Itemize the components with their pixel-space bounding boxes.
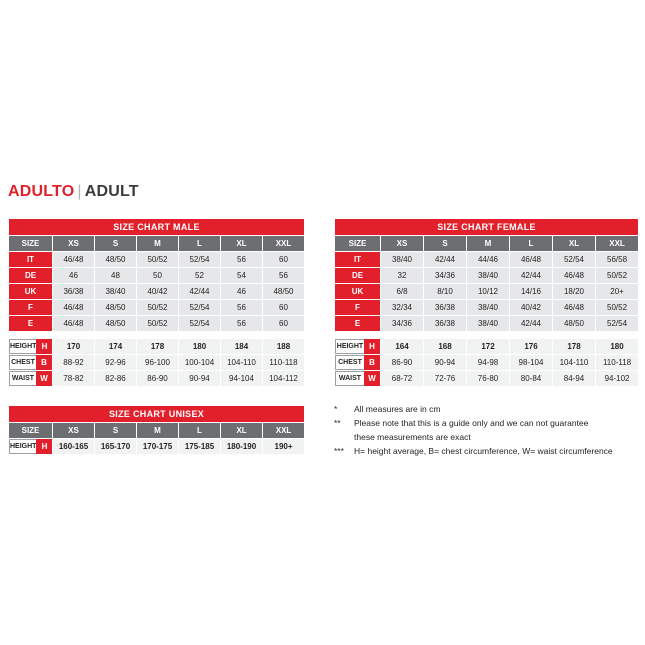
cell: 110-118 [596,355,639,371]
cell: 88-92 [53,355,95,371]
measure-name: HEIGHT [9,339,36,354]
col-l: L [179,236,221,252]
table-row [335,268,639,284]
cell: 164 [381,339,424,355]
note-marker: * [334,404,338,414]
cell: 6/8 [381,284,424,300]
cell: 48/50 [95,252,137,268]
cell: 52 [179,268,221,284]
unisex-heading: SIZE CHART UNISEX [9,406,305,423]
row-label-de: DE [9,268,53,284]
measure-abbr: H [36,439,52,454]
cell: 46/48 [53,300,95,316]
cell: 168 [424,339,467,355]
cell: 94-102 [596,371,639,387]
measure-row-waist [335,371,639,387]
row-label-uk: UK [335,284,381,300]
cell: 52/54 [553,252,596,268]
measure-row-chest [9,355,305,371]
cell: 56 [221,252,263,268]
cell: 94-104 [221,371,263,387]
cell: 46 [53,268,95,284]
col-xxl: XXL [263,423,305,439]
col-size: SIZE [335,236,381,252]
col-l: L [179,423,221,439]
cell: 14/16 [510,284,553,300]
measure-label-waist [335,371,381,387]
title-left: ADULTO [8,183,75,200]
row-label-de: DE [335,268,381,284]
cell: 76-80 [467,371,510,387]
cell: 60 [263,316,305,332]
measure-label-height [9,439,53,455]
cell: 44/46 [467,252,510,268]
cell: 56/58 [596,252,639,268]
row-label-e: E [9,316,53,332]
cell: 180 [179,339,221,355]
size-chart-unisex [8,405,305,455]
cell: 50 [137,268,179,284]
cell: 50/52 [596,300,639,316]
cell: 38/40 [467,268,510,284]
table-header-row [335,219,639,236]
col-xl: XL [553,236,596,252]
cell: 46/48 [553,268,596,284]
col-size: SIZE [9,423,53,439]
measure-label-waist [9,371,53,387]
size-chart-female [334,218,639,387]
cell: 78-82 [53,371,95,387]
notes-block [334,403,642,459]
measure-row-height [9,339,305,355]
measure-abbr: W [36,371,52,386]
table-row [335,284,639,300]
cell: 160-165 [53,439,95,455]
cell: 46/48 [553,300,596,316]
measure-row-chest [335,355,639,371]
cell: 94-98 [467,355,510,371]
cell: 36/38 [424,300,467,316]
cell: 104-112 [263,371,305,387]
cell: 56 [221,316,263,332]
cell: 50/52 [596,268,639,284]
cell: 176 [510,339,553,355]
measure-abbr: H [364,339,380,354]
row-label-f: F [335,300,381,316]
cell: 52/54 [179,316,221,332]
col-xs: XS [53,236,95,252]
col-s: S [95,236,137,252]
cell: 52/54 [179,300,221,316]
measure-row-height [9,439,305,455]
cell: 46/48 [53,316,95,332]
measure-name: CHEST [335,355,364,370]
table-row [335,316,639,332]
cell: 46/48 [510,252,553,268]
col-xxl: XXL [596,236,639,252]
table-row [9,316,305,332]
col-xl: XL [221,236,263,252]
table-row [9,300,305,316]
table-header-row [9,406,305,423]
cell: 48/50 [95,316,137,332]
note-text: H= height average, B= chest circumference, W= waist circumference [354,446,613,456]
cell: 170 [53,339,95,355]
measure-label-chest [335,355,381,371]
cell: 180 [596,339,639,355]
cell: 8/10 [424,284,467,300]
cell: 18/20 [553,284,596,300]
cell: 34/36 [381,316,424,332]
table-row [9,252,305,268]
col-m: M [467,236,510,252]
measure-name: WAIST [335,371,364,386]
measure-row-height [335,339,639,355]
measure-label-chest [9,355,53,371]
cell: 20+ [596,284,639,300]
cell: 36/38 [53,284,95,300]
cell: 42/44 [510,316,553,332]
male-heading: SIZE CHART MALE [9,219,305,236]
table-column-header-row [9,236,305,252]
page-title [8,183,139,201]
cell: 56 [263,268,305,284]
cell: 184 [221,339,263,355]
cell: 48 [95,268,137,284]
measure-abbr: B [36,355,52,370]
col-m: M [137,423,179,439]
measure-name: HEIGHT [335,339,364,354]
col-xl: XL [221,423,263,439]
note-item [334,417,642,430]
female-heading: SIZE CHART FEMALE [335,219,639,236]
measure-abbr: W [364,371,380,386]
cell: 42/44 [424,252,467,268]
col-m: M [137,236,179,252]
cell: 42/44 [179,284,221,300]
measure-name: CHEST [9,355,36,370]
cell: 172 [467,339,510,355]
cell: 100-104 [179,355,221,371]
cell: 38/40 [95,284,137,300]
cell: 38/40 [467,300,510,316]
cell: 50/52 [137,316,179,332]
cell: 60 [263,300,305,316]
cell: 178 [137,339,179,355]
cell: 190+ [263,439,305,455]
title-separator: | [77,183,82,200]
col-xs: XS [381,236,424,252]
note-marker [334,431,354,444]
measure-row-waist [9,371,305,387]
cell: 42/44 [510,268,553,284]
col-size: SIZE [9,236,53,252]
cell: 52/54 [179,252,221,268]
cell: 188 [263,339,305,355]
row-label-it: IT [335,252,381,268]
cell: 86-90 [381,355,424,371]
cell: 68-72 [381,371,424,387]
note-text: these measurements are exact [354,432,471,442]
cell: 38/40 [381,252,424,268]
cell: 72-76 [424,371,467,387]
note-text: All measures are in cm [354,404,441,414]
measure-abbr: B [364,355,380,370]
col-l: L [510,236,553,252]
cell: 48/50 [263,284,305,300]
cell: 34/36 [424,268,467,284]
table-row [335,300,639,316]
cell: 174 [95,339,137,355]
cell: 32 [381,268,424,284]
cell: 84-94 [553,371,596,387]
cell: 52/54 [596,316,639,332]
note-marker: *** [334,446,344,456]
col-xs: XS [53,423,95,439]
note-item-continuation [334,431,642,444]
cell: 48/50 [553,316,596,332]
measure-label-height [335,339,381,355]
table-column-header-row [9,423,305,439]
row-label-f: F [9,300,53,316]
cell: 56 [221,300,263,316]
cell: 104-110 [553,355,596,371]
size-chart-male [8,218,305,387]
col-xxl: XXL [263,236,305,252]
row-label-e: E [335,316,381,332]
cell: 96-100 [137,355,179,371]
cell: 98-104 [510,355,553,371]
cell: 92-96 [95,355,137,371]
title-right: ADULT [84,183,139,200]
measure-label-height [9,339,53,355]
cell: 90-94 [424,355,467,371]
measure-name: HEIGHT [9,439,36,454]
note-marker: ** [334,418,341,428]
cell: 90-94 [179,371,221,387]
note-item [334,403,642,416]
measure-row [335,332,639,339]
cell: 10/12 [467,284,510,300]
cell: 54 [221,268,263,284]
note-text: Please note that this is a guide only and we can not guarantee [354,418,589,428]
cell: 86-90 [137,371,179,387]
cell: 104-110 [221,355,263,371]
row-label-uk: UK [9,284,53,300]
cell: 165-170 [95,439,137,455]
measure-name: WAIST [9,371,36,386]
cell: 46 [221,284,263,300]
cell: 82-86 [95,371,137,387]
cell: 60 [263,252,305,268]
table-row [9,284,305,300]
cell: 178 [553,339,596,355]
cell: 32/34 [381,300,424,316]
table-row [9,268,305,284]
cell: 40/42 [510,300,553,316]
row-label-it: IT [9,252,53,268]
cell: 36/38 [424,316,467,332]
measure-abbr: H [36,339,52,354]
cell: 40/42 [137,284,179,300]
col-s: S [95,423,137,439]
cell: 50/52 [137,300,179,316]
cell: 175-185 [179,439,221,455]
cell: 46/48 [53,252,95,268]
measure-row [9,332,305,339]
col-s: S [424,236,467,252]
cell: 170-175 [137,439,179,455]
table-header-row [9,219,305,236]
table-row [335,252,639,268]
cell: 50/52 [137,252,179,268]
cell: 180-190 [221,439,263,455]
cell: 80-84 [510,371,553,387]
cell: 110-118 [263,355,305,371]
table-column-header-row [335,236,639,252]
note-item [334,445,642,458]
cell: 38/40 [467,316,510,332]
cell: 48/50 [95,300,137,316]
